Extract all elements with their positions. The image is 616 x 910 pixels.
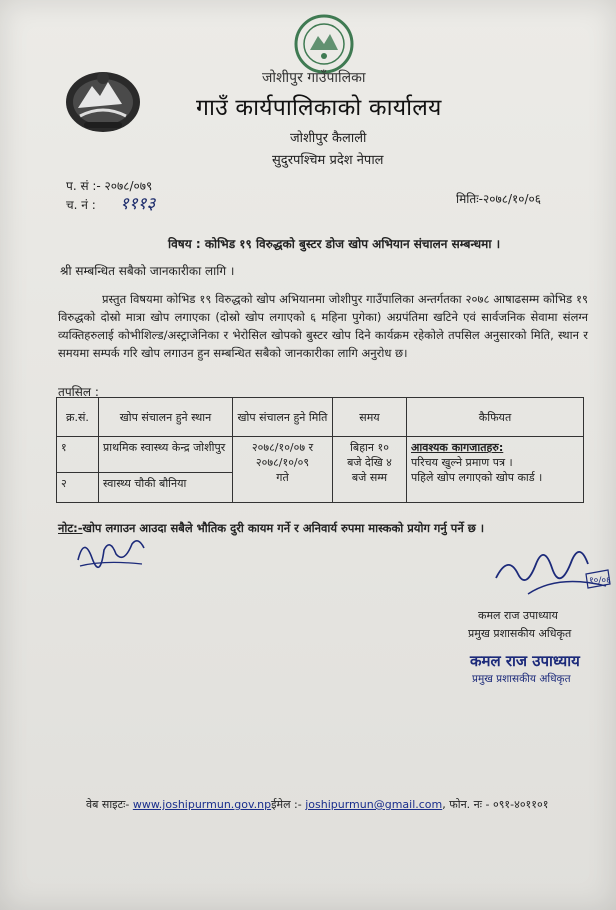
signature-date: १०/०६	[589, 576, 611, 586]
row-place: स्वास्थ्य चौकी बौनिया	[99, 473, 233, 503]
municipality-name: जोशीपुर गाउँपालिका	[262, 70, 366, 86]
office-title: गाउँ कार्यपालिकाको कार्यालय	[196, 95, 442, 121]
email-label: ईमेल :-	[271, 798, 302, 811]
stamp-role: प्रमुख प्रशासकीय अधिकृत	[472, 673, 571, 685]
header-time: समय	[333, 398, 407, 437]
stamp-name: कमल राज उपाध्याय	[470, 652, 580, 670]
nepal-emblem-icon	[62, 64, 144, 136]
note-label: नोट:-	[58, 521, 83, 535]
office-province: सुदुरपश्चिम प्रदेश नेपाल	[272, 153, 384, 168]
row-sn: २	[57, 473, 99, 503]
subject-line: विषय : कोभिड १९ विरुद्धको बुस्टर डोज खोप अभियान संचालन सम्बन्धमा ।	[168, 237, 501, 251]
remarks-item-1: परिचय खुल्ने प्रमाण पत्र ।	[411, 456, 513, 469]
body-text: प्रस्तुत विषयमा कोभिड १९ विरुद्धको खोप अभियानमा जोशीपुर गाउँपालिका अन्तर्गतका २०७८ आषाढसम्म कोभिड १९ विरुद्धको दोस्रो मात्रा खोप लगाएका (दोस्रो खोप लगाएको ६ महिना पुगेका) अग्रपंतिमा खटिने एवं सार्वजनिक सेवामा संलग्न व्यक्तिहरुलाई कोभीशिल्ड/अस्ट्राजेनिका र भेरोसिल खोपको बुस्टर खोप दिने कार्यक्रम रहेकोले तपसिल अनुसारको मिति, स्थान र समयमा सम्पर्क गरि खोप लगाउन हुन सम्बन्धित सबैको जानकारीका लागि अनुरोध छ।	[58, 292, 588, 360]
remarks-item-2: पहिले खोप लगाएको खोप कार्ड ।	[411, 471, 543, 484]
schedule-header-row	[57, 398, 584, 437]
time-line-3: बजे सम्म	[351, 471, 388, 484]
schedule-remarks	[407, 437, 584, 503]
phone-label: , फोन. नः -	[442, 798, 490, 811]
chalani-label: च. नं :	[66, 198, 96, 212]
header-place: खोप संचालन हुने स्थान	[99, 398, 233, 437]
body-paragraph	[58, 290, 588, 362]
remarks-heading: आवश्यक कागजातहरु:	[411, 441, 504, 454]
header-sn: क्र.सं.	[57, 398, 99, 437]
initials-signature-icon	[74, 530, 150, 576]
phone-number: ०९१-४०११०१	[492, 798, 549, 811]
date-line-1: २०७८/१०/०७ र	[251, 441, 314, 454]
patra-sankhya: प. सं :- २०७८/०७९	[66, 179, 153, 193]
signer-role: प्रमुख प्रशासकीय अधिकृत	[468, 627, 572, 640]
office-address: जोशीपुर कैलाली	[290, 131, 367, 146]
website-link[interactable]: www.joshipurmun.gov.np	[132, 798, 272, 811]
schedule-time	[333, 437, 407, 503]
header-remarks: कैफियत	[407, 398, 584, 437]
note-text: खोप लगाउन आउदा सबैले भौतिक दुरी कायम गर्ने र अनिवार्य रुपमा मास्कको प्रयोग गर्नु पर्ने छ ।	[82, 521, 485, 535]
time-line-2: बजे देखि ४	[347, 456, 392, 469]
header-date: खोप संचालन हुने मिति	[233, 398, 333, 437]
row-place: प्राथमिक स्वास्थ्य केन्द्र जोशीपुर	[99, 437, 233, 473]
schedule-table	[56, 397, 584, 503]
table-row	[57, 437, 584, 473]
letter-date: मितिः-२०७८/१०/०६	[456, 192, 541, 206]
row-sn: १	[57, 437, 99, 473]
officer-signature-icon	[488, 534, 616, 608]
website-label: वेब साइटः-	[86, 798, 130, 811]
footer-contact	[86, 797, 548, 812]
date-line-3: गते	[276, 471, 289, 484]
municipality-logo-icon	[286, 12, 362, 76]
chalani-number: १११३	[120, 194, 156, 214]
date-line-2: २०७८/१०/०९	[255, 456, 310, 469]
signer-name: कमल राज उपाध्याय	[478, 609, 558, 622]
salutation: श्री सम्बन्धित सबैको जानकारीका लागि ।	[60, 264, 235, 278]
email-link[interactable]: joshipurmun@gmail.com	[305, 798, 443, 811]
time-line-1: बिहान १०	[350, 441, 389, 454]
schedule-label: तपसिल :	[58, 385, 99, 399]
schedule-dates	[233, 437, 333, 503]
